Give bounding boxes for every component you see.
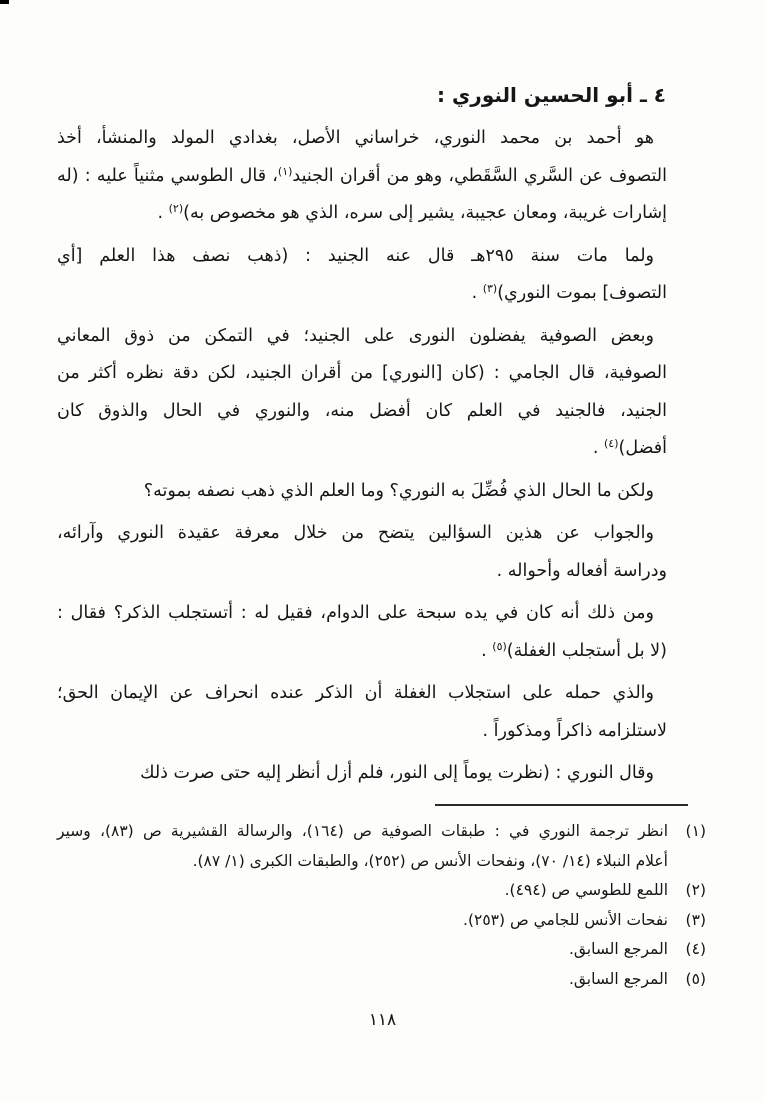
- footnote-ref: (٥): [492, 639, 507, 653]
- text-line: ودراسة أفعاله وأحواله .: [496, 560, 667, 581]
- footnote-line: انظر ترجمة النوري في : طبقات الصوفية ص (١٦٤)، والرسالة القشيرية ص (٨٣)، وسير: [57, 822, 669, 840]
- para-preference: [57, 318, 667, 468]
- text-line: والجواب عن هذين السؤالين يتضح من خلال معرفة عقيدة النوري وآرائه،: [57, 523, 654, 543]
- footnote-line: المرجع السابق.: [568, 940, 668, 958]
- footnotes: [57, 817, 706, 994]
- footnote-marker: (١): [685, 822, 706, 840]
- text-line: الصوفية، قال الجامي : (كان [النوري] من أقران الجنيد، لكن دقة نظره أكثر من: [57, 363, 667, 383]
- text-line: الجنيد، فالجنيد في العلم كان أفضل منه، والنوري في الحال والذوق كان: [57, 400, 667, 421]
- section-heading: ٤ ـ أبو الحسين النوري :: [437, 83, 666, 108]
- text-line: وبعض الصوفية يفضلون النورى على الجنيد؛ في التمكن من ذوق المعاني: [57, 325, 654, 346]
- text-line: والذي حمله على استجلاب الغفلة أن الذكر عنده انحراف عن الإيمان الحق؛: [57, 683, 654, 703]
- text-line: ولما مات سنة ٢٩٥هـ قال عنه الجنيد : (ذهب نصف هذا العلم [أي: [57, 245, 654, 266]
- footnote-line: اللمع للطوسي ص (٤٩٤).: [504, 881, 668, 899]
- text-line: لاستلزامه ذاكراً ومذكوراً .: [482, 720, 667, 741]
- footnote: [57, 906, 706, 936]
- para-answer: [57, 515, 667, 590]
- footnote-ref: (١): [277, 164, 293, 178]
- footnote-marker: (٥): [685, 969, 706, 988]
- footnote-ref: (٣): [482, 282, 498, 295]
- text-line: التصوف عن السَّري السَّقَطي، وهو من أقران الجنيد$^{(١)}$، قال الطوسي مثنياً عليه : (له: [57, 164, 667, 186]
- para-death: [57, 238, 667, 313]
- footnote-marker: (٢): [685, 881, 706, 899]
- footnote-line: المرجع السابق.: [568, 969, 668, 988]
- footnote-line: أعلام النبلاء (١٤/ ٧٠)، ونفحات الأنس ص (٢٥٢)، والطبقات الكبرى (١/ ٨٧).: [192, 851, 668, 870]
- para-intro: [57, 120, 667, 233]
- para-question: [57, 473, 667, 511]
- footnote-line: نفحات الأنس للجامي ص (٢٥٣).: [463, 910, 668, 929]
- text-line: هو أحمد بن محمد النوري، خراساني الأصل، بغدادي المولد والمنشأ، أخذ: [57, 128, 654, 148]
- footnote: [57, 965, 706, 995]
- footnote: [57, 935, 706, 965]
- text-line: ومن ذلك أنه كان في يده سبحة على الدوام، فقيل له : أتستجلب الذكر؟ فقال :: [57, 603, 654, 623]
- para-nur: [57, 755, 667, 793]
- footnote-text: [57, 965, 668, 995]
- body-text: [57, 120, 667, 798]
- text-line: التصوف] بموت النوري)$^{(٣)}$ .: [471, 282, 667, 303]
- para-rosary: [57, 595, 667, 670]
- footnote-text: [57, 876, 668, 906]
- footnote-marker: (٤): [685, 940, 706, 958]
- footnote-text: [57, 817, 668, 876]
- text-line: أفضل)$^{(٤)}$ .: [592, 437, 667, 458]
- footnote-text: [57, 935, 668, 965]
- footnote: [57, 817, 706, 876]
- footnote-ref: (٢): [168, 202, 184, 215]
- footnote-text: [57, 906, 668, 936]
- scan-speck-top-left: [0, 0, 9, 4]
- text-line: وقال النوري : (نظرت يوماً إلى النور، فلم أزل أنظر إليه حتى صرت ذلك: [140, 763, 654, 783]
- page-number: ١١٨: [368, 1010, 397, 1030]
- footnote-marker: (٣): [685, 910, 706, 929]
- footnote-ref: (٤): [604, 437, 619, 450]
- footnote-separator: [435, 804, 688, 806]
- footnote: [57, 876, 706, 906]
- para-ghafla: [57, 675, 667, 750]
- text-line: (لا بل أستجلب الغفلة)$^{(٥)}$ .: [481, 639, 667, 661]
- text-line: إشارات غريبة، ومعان عجيبة، يشير إلى سره، الذي هو مخصوص به)$^{(٢)}$ .: [157, 202, 667, 223]
- text-line: ولكن ما الحال الذي فُضِّلَ به النوري؟ وما العلم الذي ذهب نصفه بموته؟: [143, 480, 654, 501]
